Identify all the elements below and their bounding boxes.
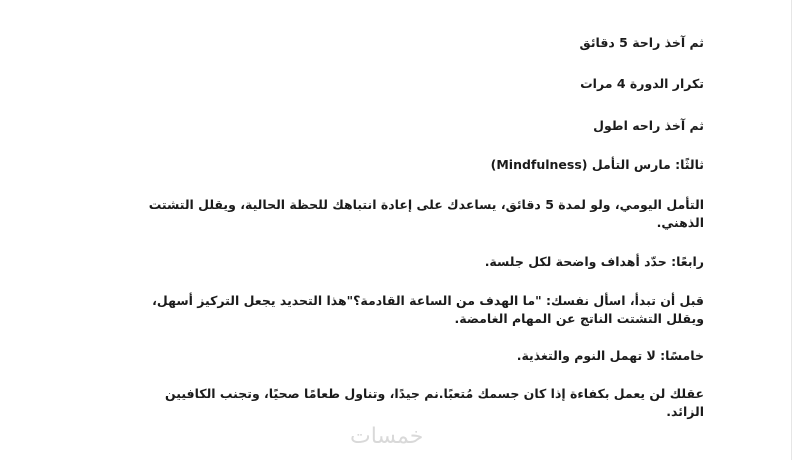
watermark-logo: خمسات — [350, 424, 424, 449]
page-edge — [791, 0, 792, 460]
heading-set-goals: رابعًا: حدّد أهداف واضحة لكل جلسة. — [484, 254, 704, 269]
heading-mindfulness: ثالثًا: مارس التأمل (Mindfulness) — [490, 157, 704, 172]
paragraph-long-break: ثم آخذ راحه اطول — [593, 118, 704, 133]
paragraph-sleep-nutrition-body: عقلك لن يعمل بكفاءة إذا كان جسمك مُتعبًا.نم جيدًا، وتناول طعامًا صحيًا، وتجنب الكافيين الزائد. — [164, 386, 704, 419]
paragraph-mindfulness-body: التأمل اليومي، ولو لمدة 5 دقائق، يساعدك على إعادة انتباهك للحظة الحالية، ويقلل التشتت الذهني. — [148, 197, 704, 230]
paragraph-repeat-cycle: تكرار الدورة 4 مرات — [580, 76, 704, 91]
paragraph-set-goals-body: قبل أن تبدأ، اسأل نفسك: "ما الهدف من الساعة القادمة؟"هذا التحديد يجعل التركيز أسهل، ويقلل التشتت الناتج عن المهام الغامضة. — [152, 293, 704, 326]
paragraph-break-5-min: ثم آخذ راحة 5 دقائق — [579, 35, 704, 50]
heading-sleep-nutrition: خامسًا: لا تهمل النوم والتغذية. — [516, 348, 704, 363]
